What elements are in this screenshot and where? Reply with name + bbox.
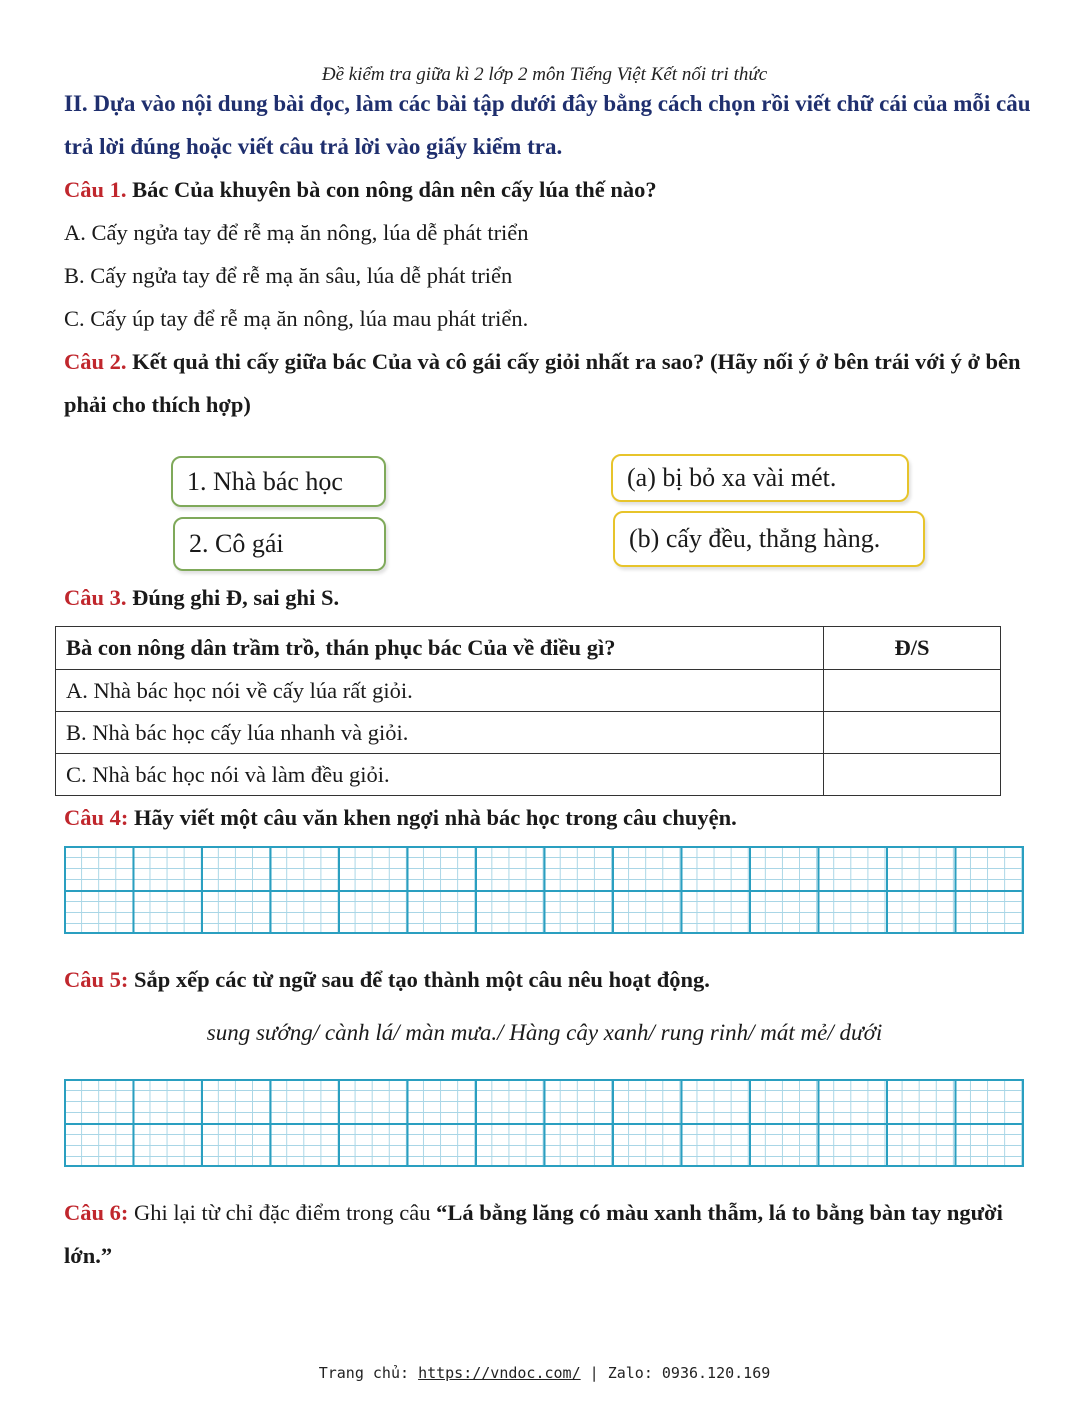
question-6 — [64, 1191, 1044, 1277]
question-1-label: Câu 1. — [64, 177, 127, 202]
question-2-label: Câu 2. — [64, 349, 127, 374]
page-footer — [0, 1364, 1089, 1382]
q5-word-list: sung sướng/ cành lá/ màn mưa./ Hàng cây xanh/ rung rinh/ mát mẻ/ dưới — [206, 1020, 883, 1045]
question-3-text: Đúng ghi Đ, sai ghi S. — [132, 585, 340, 610]
question-6-text: Ghi lại từ chỉ đặc điểm trong câu — [134, 1200, 431, 1225]
true-false-table — [55, 626, 1001, 796]
answer-cell-c[interactable] — [824, 754, 1001, 796]
q1-option-c: C. Cấy úp tay để rễ mạ ăn nông, lúa mau phát triển. — [64, 306, 529, 331]
question-6-label: Câu 6: — [64, 1200, 129, 1225]
statement-c: C. Nhà bác học nói và làm đều giỏi. — [56, 754, 824, 796]
question-4-text: Hãy viết một câu văn khen ngợi nhà bác học trong câu chuyện. — [134, 805, 737, 830]
question-5-text: Sắp xếp các từ ngữ sau để tạo thành một câu nêu hoạt động. — [134, 967, 710, 992]
match-left-2[interactable]: 2. Cô gái — [173, 517, 386, 571]
question-4-label: Câu 4: — [64, 805, 129, 830]
q5-writing-grid[interactable] — [64, 1079, 1024, 1167]
table-row — [56, 712, 1001, 754]
q1-option-b: B. Cấy ngửa tay để rễ mạ ăn sâu, lúa dễ phát triển — [64, 263, 513, 288]
section-heading: II. Dựa vào nội dung bài đọc, làm các bài tập dưới đây bằng cách chọn rồi viết chữ cái của mỗi câu trả lời đúng hoặc viết câu trả lời vào giấy kiểm tra. — [64, 91, 1031, 159]
statement-b: B. Nhà bác học cấy lúa nhanh và giỏi. — [56, 712, 824, 754]
question-2 — [64, 340, 1044, 426]
footer-separator: | — [589, 1364, 599, 1382]
question-6-quote: “Lá bằng lăng có màu xanh thẫm, lá to bằng bàn tay người lớn.” — [64, 1200, 1003, 1268]
table-header-row — [56, 627, 1001, 670]
q1-option-a: A. Cấy ngửa tay để rễ mạ ăn nông, lúa dễ phát triển — [64, 220, 529, 245]
page-header: Đề kiểm tra giữa kì 2 lớp 2 môn Tiếng Việt Kết nối tri thức — [321, 64, 768, 85]
question-3 — [64, 576, 1044, 619]
statement-a: A. Nhà bác học nói về cấy lúa rất giỏi. — [56, 670, 824, 712]
match-right-a[interactable]: (a) bị bỏ xa vài mét. — [611, 454, 909, 502]
question-2-text: Kết quả thi cấy giữa bác Của và cô gái cấy giỏi nhất ra sao? (Hãy nối ý ở bên trái với ý ở bên phải cho thích hợp) — [64, 349, 1021, 417]
match-left-1[interactable]: 1. Nhà bác học — [171, 456, 386, 507]
answer-cell-a[interactable] — [824, 670, 1001, 712]
ds-column-header: Đ/S — [824, 627, 1001, 670]
footer-zalo: Zalo: 0936.120.169 — [607, 1364, 771, 1382]
question-5-label: Câu 5: — [64, 967, 129, 992]
answer-cell-b[interactable] — [824, 712, 1001, 754]
question-4 — [64, 796, 1044, 839]
footer-home-link[interactable]: https://vndoc.com/ — [418, 1364, 581, 1382]
question-5 — [64, 958, 1044, 1001]
table-row — [56, 670, 1001, 712]
question-1-text: Bác Của khuyên bà con nông dân nên cấy lúa thế nào? — [132, 177, 657, 202]
footer-prefix: Trang chủ: — [318, 1364, 410, 1382]
question-3-label: Câu 3. — [64, 585, 127, 610]
table-row — [56, 754, 1001, 796]
q4-writing-grid[interactable] — [64, 846, 1024, 934]
match-right-b[interactable]: (b) cấy đều, thẳng hàng. — [613, 511, 925, 567]
question-1 — [64, 168, 1044, 211]
table-question-header: Bà con nông dân trầm trồ, thán phục bác Của về điều gì? — [56, 627, 824, 670]
